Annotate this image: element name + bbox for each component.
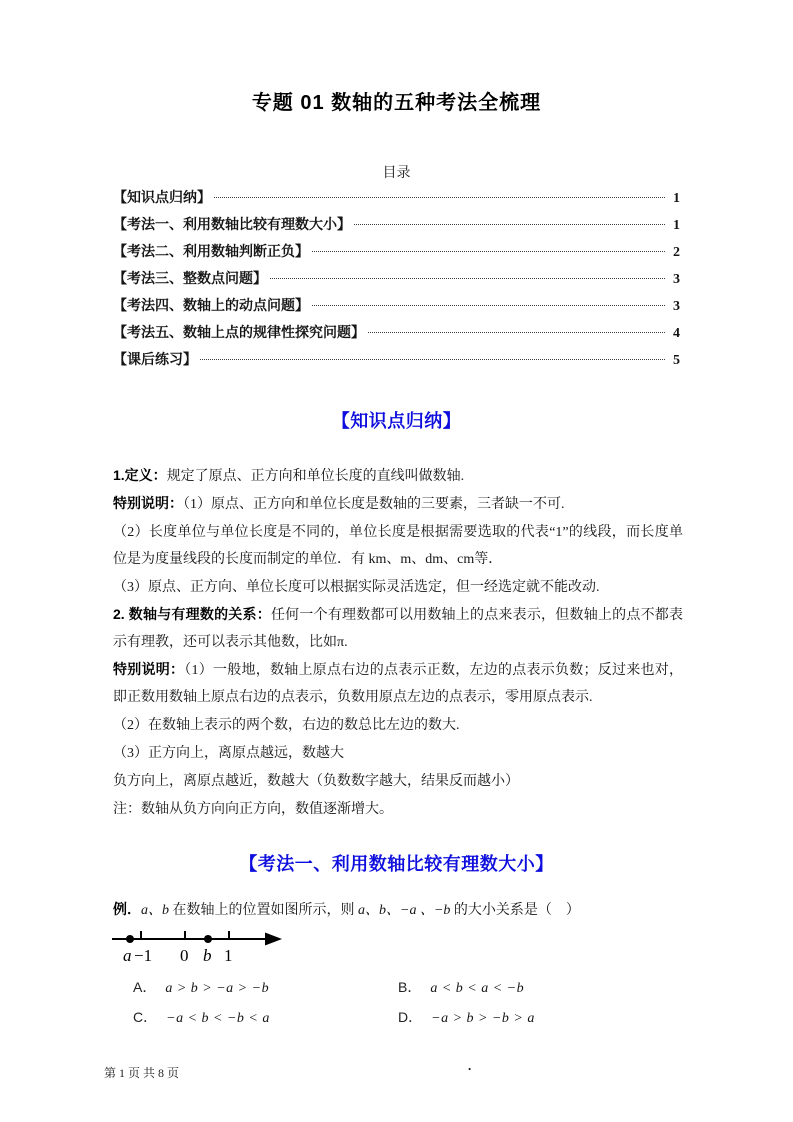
paragraph-text: 规定了原点、正方向和单位长度的直线叫做数轴. — [166, 469, 465, 484]
option-b — [398, 977, 603, 997]
example-variables: a、b — [141, 903, 169, 918]
axis-label-b: b — [203, 946, 212, 965]
toc-heading: 目录 — [382, 166, 411, 181]
axis-arrowhead-icon — [265, 933, 282, 946]
body-paragraph — [113, 767, 683, 795]
toc-page-number: 1 — [673, 191, 680, 206]
option-letter: C． — [133, 1009, 158, 1025]
toc-item-method2 — [113, 241, 680, 268]
toc-dot-leader — [200, 359, 665, 360]
toc-item-label: 【考法四、数轴上的动点问题】 — [113, 299, 309, 314]
number-line-svg — [110, 928, 300, 972]
knowledge-body — [113, 462, 683, 823]
toc-item-method1 — [113, 214, 680, 241]
toc-item-label: 【考法三、整数点问题】 — [113, 272, 267, 287]
paragraph-text: （2）长度单位与单位长度是不同的，单位长度是根据需要选取的代表“1”的线段，而长度单位是为度量线段的长度而制定的单位．有 km、m、dm、cm等． — [113, 525, 683, 567]
point-b-dot — [204, 935, 212, 943]
section-heading-method1: 【考法一、利用数轴比较有理数大小】 — [239, 854, 554, 874]
paragraph-text: 任何一个有理数都可以用数轴上的点来表示，但数轴上的点不都表示有理教，还可以表示其他数，比如π. — [113, 608, 683, 650]
toc-page-number: 2 — [673, 245, 680, 260]
body-paragraph — [113, 711, 683, 739]
toc-page-number: 4 — [673, 326, 680, 341]
section-heading-knowledge: 【知识点归纳】 — [331, 411, 462, 431]
paragraph-text: 注：数轴从负方向向正方向，数值逐渐增大。 — [113, 802, 393, 817]
toc-page-number: 5 — [673, 353, 680, 368]
body-paragraph — [113, 601, 683, 656]
toc-item-method3 — [113, 268, 680, 295]
paragraph-text: （2）在数轴上表示的两个数，右边的数总比左边的数大. — [113, 718, 460, 733]
example-prefix: 例． — [113, 901, 141, 917]
option-c — [133, 1007, 398, 1027]
body-paragraph — [113, 462, 683, 490]
toc-item-method5 — [113, 322, 680, 349]
example-variables: a、b、−a 、−b — [358, 903, 451, 918]
toc-dot-leader — [354, 224, 665, 225]
stray-dot: . — [468, 1058, 472, 1073]
option-letter: D． — [398, 1009, 423, 1025]
toc-item-label: 【知识点归纳】 — [113, 191, 211, 206]
option-formula: a > b > −a > −b — [165, 981, 270, 996]
body-paragraph — [113, 739, 683, 767]
toc-page-number: 1 — [673, 218, 680, 233]
toc-item-method4 — [113, 295, 680, 322]
body-paragraph — [113, 518, 683, 573]
option-letter: B． — [398, 979, 422, 995]
paragraph-text: （1）原点、正方向和单位长度是数轴的三要素，三者缺一不可. — [183, 497, 565, 512]
point-a-dot — [126, 935, 134, 943]
axis-label-zero: 0 — [180, 946, 189, 965]
toc-page-number: 3 — [673, 299, 680, 314]
option-a — [133, 977, 398, 997]
toc-dot-leader — [312, 305, 665, 306]
example-problem — [113, 899, 683, 919]
example-text: 在数轴上的位置如图所示，则 — [169, 903, 358, 918]
paragraph-text: 负方向上，离原点越近，数越大（负数数字越大，结果反而越小） — [113, 774, 519, 789]
paragraph-label: 特别说明： — [113, 661, 185, 677]
example-text: 的大小关系是（ ） — [450, 903, 580, 918]
page-footer: 第 1 页 共 8 页 — [104, 1066, 180, 1080]
body-paragraph — [113, 656, 683, 711]
toc-page-number: 3 — [673, 272, 680, 287]
axis-label-minus1: −1 — [134, 946, 153, 965]
option-formula: −a < b < −b < a — [166, 1011, 270, 1026]
toc-dot-leader — [214, 197, 665, 198]
toc-item-label: 【课后练习】 — [113, 353, 197, 368]
paragraph-text: （3）原点、正方向、单位长度可以根据实际灵活选定，但一经选定就不能改动. — [113, 580, 600, 595]
axis-label-one: 1 — [224, 946, 233, 965]
paragraph-label: 1.定义： — [113, 467, 167, 483]
number-line-figure — [110, 928, 300, 977]
toc-item-label: 【考法一、利用数轴比较有理数大小】 — [113, 218, 351, 233]
body-paragraph — [113, 490, 683, 518]
paragraph-label: 2. 数轴与有理数的关系： — [113, 606, 271, 622]
paragraph-text: （3）正方向上，离原点越远，数越大 — [113, 746, 344, 761]
toc-dot-leader — [270, 278, 665, 279]
paragraph-text: （1）一般地，数轴上原点右边的点表示正数，左边的点表示负数；反过来也对，即正数用数轴上原点右边的点表示，负数用原点左边的点表示，零用原点表示. — [113, 663, 683, 705]
toc-dot-leader — [368, 332, 665, 333]
toc-dot-leader — [312, 251, 665, 252]
paragraph-label: 特别说明： — [113, 495, 183, 511]
option-formula: −a > b > −b > a — [431, 1011, 535, 1026]
option-formula: a < b < a < −b — [430, 981, 525, 996]
table-of-contents — [113, 162, 680, 376]
toc-item-homework — [113, 349, 680, 376]
option-d — [398, 1007, 603, 1027]
toc-item-label: 【考法五、数轴上点的规律性探究问题】 — [113, 326, 365, 341]
body-paragraph — [113, 795, 683, 823]
page-title: 专题 01 数轴的五种考法全梳理 — [251, 92, 542, 114]
body-paragraph — [113, 573, 683, 601]
option-letter: A． — [133, 979, 157, 995]
toc-item-knowledge — [113, 187, 680, 214]
axis-label-a: a — [123, 946, 132, 965]
answer-options — [133, 977, 603, 1027]
toc-item-label: 【考法二、利用数轴判断正负】 — [113, 245, 309, 260]
